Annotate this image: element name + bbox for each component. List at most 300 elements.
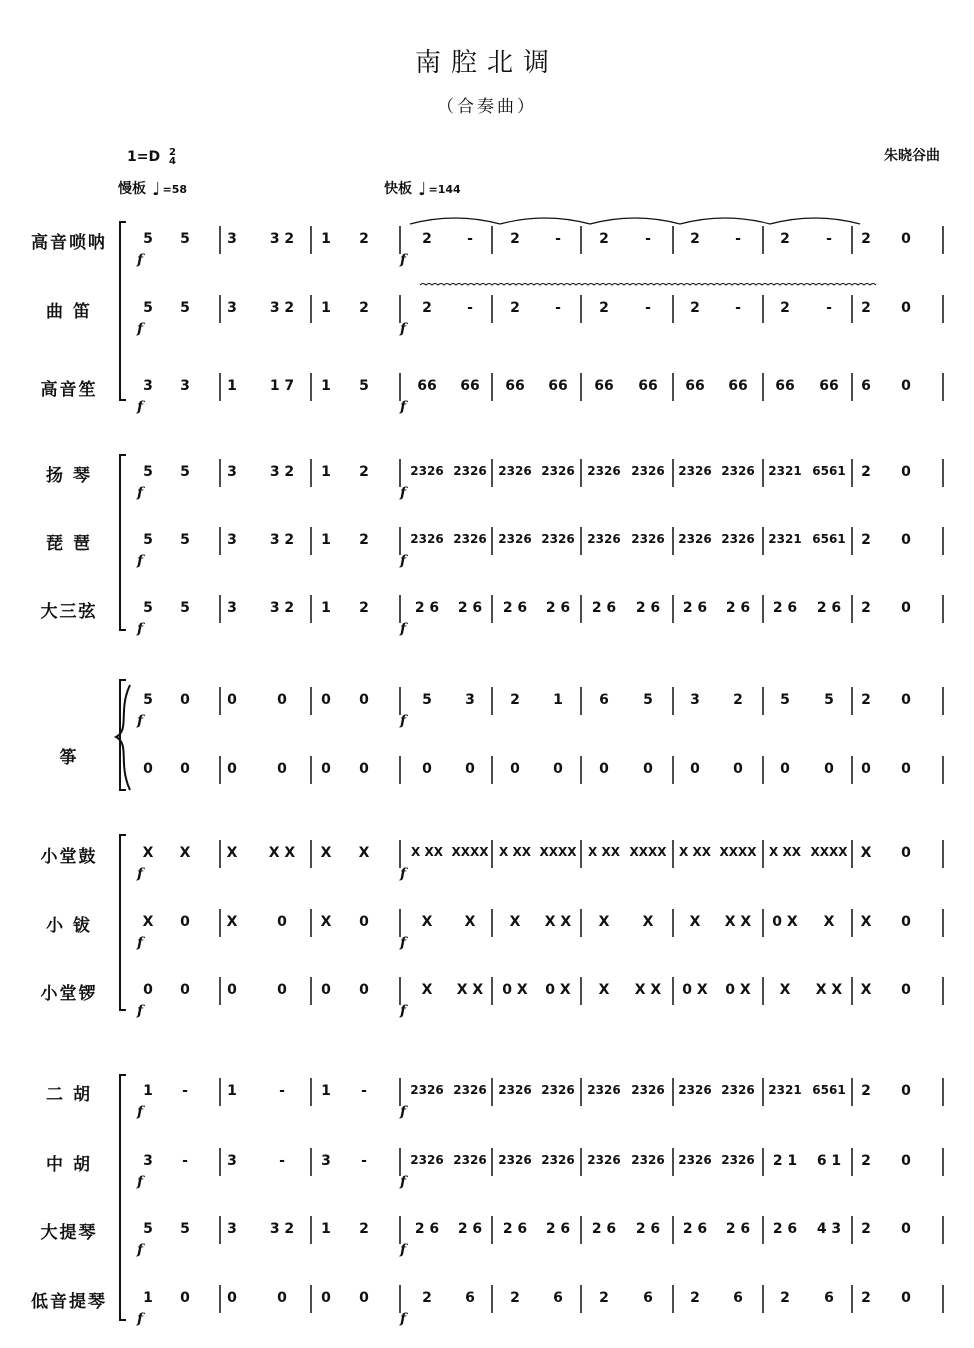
instrument-label: 大三弦	[40, 602, 98, 622]
note-cell: 0	[180, 761, 190, 777]
note-cell: 3	[227, 600, 237, 616]
score-subtitle: （合奏曲）	[437, 97, 537, 117]
note-cell: 2326	[498, 1083, 532, 1097]
note-cell: 2326	[631, 1083, 665, 1097]
note-cell: 2326	[587, 464, 621, 478]
note-cell: 0	[422, 761, 432, 777]
note-cell: -	[467, 231, 473, 247]
instrument-label: 小 钹	[46, 916, 92, 936]
note-cell: XXXX	[810, 845, 848, 859]
note-cell: 0	[227, 761, 237, 777]
dynamic-marking: f	[400, 1242, 407, 1258]
note-cell: 0	[901, 378, 911, 394]
note-cell: 2 6	[772, 600, 798, 616]
instrument-label: 扬 琴	[46, 466, 92, 486]
note-cell: 66	[638, 378, 658, 394]
note-cell: X	[421, 914, 433, 930]
note-cell: X	[226, 845, 238, 861]
time-signature	[169, 148, 176, 166]
note-cell: 1	[227, 1083, 237, 1099]
group-bracket	[120, 1075, 126, 1320]
note-cell: -	[361, 1083, 367, 1099]
dynamic-marking: f	[400, 866, 407, 882]
note-cell: 0	[901, 300, 911, 316]
instrument-label: 高音唢呐	[31, 233, 107, 253]
note-cell: 5	[422, 692, 432, 708]
note-cell: 2326	[498, 464, 532, 478]
note-cell: 2	[359, 300, 369, 316]
note-cell: 0	[180, 982, 190, 998]
note-cell: 0	[901, 845, 911, 861]
note-cell: 2326	[410, 1083, 444, 1097]
note-cell: -	[361, 1153, 367, 1169]
dynamic-marking: f	[400, 553, 407, 569]
note-cell: 3	[465, 692, 475, 708]
note-cell: 1	[321, 600, 331, 616]
note-cell: 3 2	[269, 532, 295, 548]
note-cell: 1	[143, 1083, 153, 1099]
dynamic-marking: f	[137, 485, 144, 501]
note-cell: 5	[359, 378, 369, 394]
note-cell: 0	[321, 982, 331, 998]
note-cell: 6	[553, 1290, 563, 1306]
note-cell: 2	[422, 231, 432, 247]
note-cell: 0	[901, 1290, 911, 1306]
note-cell: X	[642, 914, 654, 930]
note-cell: 3 2	[269, 600, 295, 616]
note-cell: 2	[599, 231, 609, 247]
dynamic-marking: f	[137, 553, 144, 569]
note-cell: 0 X	[772, 914, 798, 930]
note-cell: 3	[227, 464, 237, 480]
note-cell: 0	[901, 464, 911, 480]
note-cell: 2	[861, 1153, 871, 1169]
note-cell: 0	[227, 1290, 237, 1306]
note-cell: 66	[505, 378, 525, 394]
note-cell: X XX	[499, 845, 531, 859]
note-cell: 2	[422, 300, 432, 316]
note-cell: X	[320, 914, 332, 930]
dynamic-marking: f	[137, 399, 144, 415]
note-cell: 2326	[721, 464, 755, 478]
note-cell: 0	[824, 761, 834, 777]
note-cell: 0	[690, 761, 700, 777]
note-cell: 2	[780, 300, 790, 316]
note-cell: 2	[510, 1290, 520, 1306]
note-cell: -	[826, 300, 832, 316]
note-cell: 2	[861, 1221, 871, 1237]
note-cell: 3	[227, 1221, 237, 1237]
tie-curve	[500, 218, 590, 224]
note-cell: 1	[227, 378, 237, 394]
note-cell: 5	[180, 600, 190, 616]
time-bottom: 4	[168, 156, 176, 167]
note-cell: 5	[143, 532, 153, 548]
note-cell: 0	[901, 532, 911, 548]
note-cell: 6	[465, 1290, 475, 1306]
note-cell: X	[779, 982, 791, 998]
note-cell: 0	[359, 982, 369, 998]
dynamic-marking: f	[137, 935, 144, 951]
note-cell: -	[279, 1083, 285, 1099]
note-cell: 2	[733, 692, 743, 708]
note-cell: 66	[728, 378, 748, 394]
quarter-note-icon: ♩	[418, 179, 427, 200]
note-cell: X X	[544, 914, 572, 930]
note-cell: 2326	[631, 1153, 665, 1167]
note-cell: 1	[321, 532, 331, 548]
note-cell: 5	[143, 1221, 153, 1237]
note-cell: X	[358, 845, 370, 861]
note-cell: 0	[277, 761, 287, 777]
note-cell: 2 6	[591, 1221, 617, 1237]
instrument-label: 琵 琶	[46, 534, 92, 554]
note-cell: 2	[690, 231, 700, 247]
note-cell: 0	[553, 761, 563, 777]
note-cell: 3 2	[269, 300, 295, 316]
note-cell: 2326	[541, 1083, 575, 1097]
note-cell: -	[645, 231, 651, 247]
note-cell: 2 6	[414, 600, 440, 616]
note-cell: 3	[143, 1153, 153, 1169]
note-cell: 5	[143, 600, 153, 616]
group-bracket	[120, 835, 126, 1010]
note-cell: X	[509, 914, 521, 930]
dynamic-marking: f	[137, 1104, 144, 1120]
note-cell: 1	[143, 1290, 153, 1306]
instrument-label-zheng: 筝	[59, 748, 79, 768]
note-cell: 2 6	[725, 1221, 751, 1237]
note-cell: 1	[321, 231, 331, 247]
note-cell: 3 2	[269, 1221, 295, 1237]
note-cell: 5	[180, 532, 190, 548]
note-cell: X	[320, 845, 332, 861]
note-cell: 2 6	[635, 600, 661, 616]
note-cell: 1	[553, 692, 563, 708]
note-cell: 2	[359, 532, 369, 548]
tempo-slow-bpm: =58	[162, 183, 188, 196]
note-cell: 66	[548, 378, 568, 394]
note-cell: 2 6	[682, 1221, 708, 1237]
note-cell: 2326	[498, 532, 532, 546]
note-cell: 6 1	[816, 1153, 842, 1169]
note-cell: 0	[227, 692, 237, 708]
note-cell: 0	[180, 1290, 190, 1306]
note-cell: 5	[143, 464, 153, 480]
note-cell: 5	[143, 300, 153, 316]
note-cell: 2	[861, 1290, 871, 1306]
note-cell: 6	[643, 1290, 653, 1306]
note-cell: 0	[277, 692, 287, 708]
note-cell: 2	[861, 231, 871, 247]
dynamic-marking: f	[137, 1003, 144, 1019]
note-cell: -	[555, 300, 561, 316]
note-cell: 2321	[768, 532, 802, 546]
note-cell: 0	[901, 1153, 911, 1169]
note-cell: 5	[143, 231, 153, 247]
note-cell: XXXX	[451, 845, 489, 859]
note-cell: -	[735, 231, 741, 247]
note-cell: 3	[180, 378, 190, 394]
dynamic-marking: f	[400, 713, 407, 729]
note-cell: 2326	[587, 1083, 621, 1097]
note-cell: 2	[359, 600, 369, 616]
note-cell: 2326	[721, 1153, 755, 1167]
note-cell: 0	[321, 692, 331, 708]
note-cell: 3	[227, 532, 237, 548]
note-cell: 0	[359, 1290, 369, 1306]
note-cell: 6561	[812, 532, 846, 546]
note-cell: 5	[824, 692, 834, 708]
dynamic-marking: f	[137, 713, 144, 729]
note-cell: 5	[180, 231, 190, 247]
note-cell: 1 7	[269, 378, 295, 394]
note-cell: 6	[599, 692, 609, 708]
note-cell: 2	[780, 1290, 790, 1306]
note-cell: 2 6	[545, 1221, 571, 1237]
note-cell: XXXX	[539, 845, 577, 859]
note-cell: 2	[861, 692, 871, 708]
instrument-label: 小堂鼓	[40, 847, 98, 867]
note-cell: 6561	[812, 1083, 846, 1097]
note-cell: 2326	[721, 532, 755, 546]
note-cell: 2	[861, 300, 871, 316]
note-cell: X	[860, 982, 872, 998]
note-cell: 66	[775, 378, 795, 394]
note-cell: 6561	[812, 464, 846, 478]
note-cell: X	[689, 914, 701, 930]
note-cell: 0	[321, 761, 331, 777]
note-cell: X X	[815, 982, 843, 998]
dynamic-marking: f	[137, 1242, 144, 1258]
tempo-slow-label: 慢板	[118, 181, 146, 197]
instrument-label: 中 胡	[46, 1155, 92, 1175]
note-cell: 0	[277, 1290, 287, 1306]
note-cell: 1	[321, 1221, 331, 1237]
note-cell: 2	[510, 692, 520, 708]
score-title: 南腔北调	[414, 48, 559, 78]
note-cell: X XX	[588, 845, 620, 859]
note-cell: 1	[321, 1083, 331, 1099]
time-top: 2	[168, 147, 176, 158]
note-cell: 0	[321, 1290, 331, 1306]
note-cell: 2326	[678, 464, 712, 478]
dynamic-marking: f	[400, 252, 407, 268]
dynamic-marking: f	[400, 1311, 407, 1327]
tempo-fast-bpm: =144	[428, 183, 461, 196]
note-cell: X	[598, 914, 610, 930]
note-cell: 5	[643, 692, 653, 708]
note-cell: -	[826, 231, 832, 247]
note-cell: 2326	[541, 1153, 575, 1167]
note-cell: 5	[180, 464, 190, 480]
instrument-label: 低音提琴	[31, 1292, 107, 1312]
key-signature	[127, 148, 176, 166]
note-cell: 0	[359, 914, 369, 930]
note-cell: 0	[143, 982, 153, 998]
note-cell: 2326	[678, 1083, 712, 1097]
note-cell: 2326	[453, 532, 487, 546]
note-cell: -	[279, 1153, 285, 1169]
tempo-fast	[384, 178, 461, 200]
note-cell: 2	[422, 1290, 432, 1306]
note-cell: 2	[359, 464, 369, 480]
note-cell: 66	[685, 378, 705, 394]
dynamic-marking: f	[137, 321, 144, 337]
dynamic-marking: f	[137, 621, 144, 637]
note-cell: 0	[901, 600, 911, 616]
note-cell: 2326	[410, 464, 444, 478]
note-cell: 66	[460, 378, 480, 394]
dynamic-marking: f	[137, 866, 144, 882]
note-cell: 2	[599, 1290, 609, 1306]
note-cell: 2 6	[502, 600, 528, 616]
note-cell: -	[555, 231, 561, 247]
note-cell: -	[182, 1153, 188, 1169]
note-cell: 0	[901, 1083, 911, 1099]
instrument-label: 大提琴	[40, 1223, 98, 1243]
note-cell: 66	[819, 378, 839, 394]
note-cell: 2	[861, 532, 871, 548]
instrument-label: 二 胡	[46, 1085, 92, 1105]
note-cell: 0	[227, 982, 237, 998]
dynamic-marking: f	[400, 485, 407, 501]
note-cell: 5	[143, 692, 153, 708]
trill-line	[420, 284, 876, 286]
note-cell: 2 6	[816, 600, 842, 616]
note-cell: X	[142, 845, 154, 861]
note-cell: -	[467, 300, 473, 316]
note-cell: 0 X	[682, 982, 708, 998]
tie-curve	[770, 218, 860, 224]
note-cell: 3	[690, 692, 700, 708]
note-cell: 3	[321, 1153, 331, 1169]
note-cell: 2326	[587, 1153, 621, 1167]
note-cell: 0 X	[725, 982, 751, 998]
note-cell: 0	[901, 692, 911, 708]
note-cell: 2	[780, 231, 790, 247]
note-cell: 0	[465, 761, 475, 777]
note-cell: X XX	[769, 845, 801, 859]
note-cell: 2 1	[772, 1153, 798, 1169]
note-cell: 0	[901, 914, 911, 930]
note-cell: 2326	[453, 464, 487, 478]
tie-curve	[410, 218, 500, 224]
note-cell: 2 6	[591, 600, 617, 616]
note-cell: 2	[599, 300, 609, 316]
note-cell: XXXX	[719, 845, 757, 859]
dynamic-marking: f	[137, 252, 144, 268]
note-cell: 2	[861, 464, 871, 480]
zheng-brace	[116, 685, 130, 790]
note-cell: 0	[901, 1221, 911, 1237]
note-cell: 2326	[453, 1153, 487, 1167]
note-cell: 0	[599, 761, 609, 777]
note-cell: 0	[901, 231, 911, 247]
note-cell: 2	[359, 231, 369, 247]
note-cell: 1	[321, 378, 331, 394]
dynamic-marking: f	[400, 1174, 407, 1190]
note-cell: 2 6	[545, 600, 571, 616]
note-cell: X XX	[411, 845, 443, 859]
note-cell: 2326	[453, 1083, 487, 1097]
note-cell: 5	[780, 692, 790, 708]
note-cell: 2	[861, 1083, 871, 1099]
dynamic-marking: f	[400, 1104, 407, 1120]
note-cell: 3	[227, 1153, 237, 1169]
note-cell: 2 6	[635, 1221, 661, 1237]
note-cell: 1	[321, 464, 331, 480]
note-cell: 2 6	[457, 600, 483, 616]
note-cell: X X	[634, 982, 662, 998]
dynamic-marking: f	[400, 321, 407, 337]
note-cell: 6	[824, 1290, 834, 1306]
note-cell: 2321	[768, 464, 802, 478]
instrument-label: 高音笙	[40, 380, 98, 400]
note-cell: 5	[180, 300, 190, 316]
note-cell: 2 6	[502, 1221, 528, 1237]
note-cell: 6	[733, 1290, 743, 1306]
note-cell: X	[226, 914, 238, 930]
note-cell: 0	[180, 914, 190, 930]
note-cell: X	[860, 845, 872, 861]
instrument-label: 小堂锣	[40, 984, 98, 1004]
note-cell: 0 X	[545, 982, 571, 998]
note-cell: 2 6	[414, 1221, 440, 1237]
note-cell: 0	[359, 761, 369, 777]
tie-curve	[590, 218, 680, 224]
note-cell: XXXX	[629, 845, 667, 859]
note-cell: 2	[690, 300, 700, 316]
note-cell: 2326	[721, 1083, 755, 1097]
note-cell: 2326	[410, 1153, 444, 1167]
tempo-slow	[118, 178, 187, 200]
dynamic-marking: f	[400, 399, 407, 415]
note-cell: X	[823, 914, 835, 930]
note-cell: 3 2	[269, 231, 295, 247]
note-cell: 3 2	[269, 464, 295, 480]
note-cell: 66	[417, 378, 437, 394]
note-cell: 2326	[587, 532, 621, 546]
note-cell: 0	[780, 761, 790, 777]
note-cell: 3	[227, 300, 237, 316]
note-cell: 2326	[678, 1153, 712, 1167]
note-cell: 0	[180, 692, 190, 708]
note-cell: 0	[733, 761, 743, 777]
note-cell: 0	[143, 761, 153, 777]
note-cell: X	[860, 914, 872, 930]
dynamic-marking: f	[400, 935, 407, 951]
note-cell: 0 X	[502, 982, 528, 998]
note-cell: 0	[510, 761, 520, 777]
note-cell: 2326	[678, 532, 712, 546]
quarter-note-icon: ♩	[152, 179, 161, 200]
group-bracket	[120, 455, 126, 630]
note-cell: 2 6	[772, 1221, 798, 1237]
note-cell: 5	[180, 1221, 190, 1237]
dynamic-marking: f	[400, 621, 407, 637]
tie-curve	[680, 218, 770, 224]
note-cell: 2	[359, 1221, 369, 1237]
note-cell: 2 6	[457, 1221, 483, 1237]
note-cell: 3	[143, 378, 153, 394]
dynamic-marking: f	[400, 1003, 407, 1019]
note-cell: 2326	[541, 464, 575, 478]
note-cell: 2326	[631, 464, 665, 478]
key-label: 1=D	[127, 149, 161, 165]
note-cell: X	[179, 845, 191, 861]
note-cell: X	[142, 914, 154, 930]
